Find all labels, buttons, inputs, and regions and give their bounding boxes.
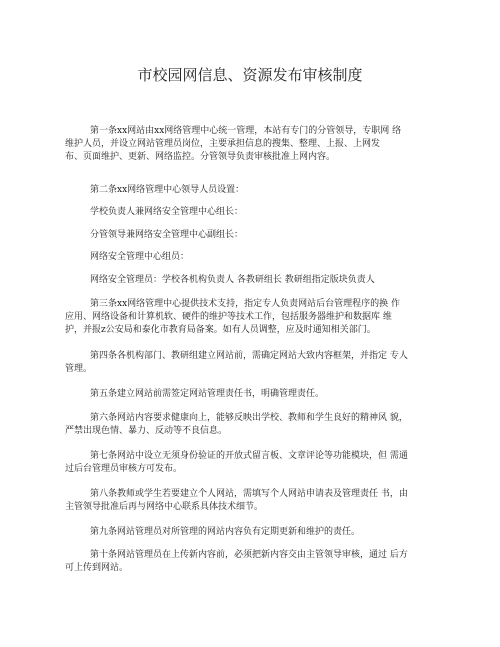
paragraph-security-admins (90, 274, 420, 287)
paragraph-members (90, 251, 420, 264)
document-title: 市校园网信息、资源发布审核制度 (137, 66, 363, 84)
article-10 (65, 549, 420, 575)
article-9 (90, 526, 420, 539)
article-7-line-1: 第七条网站中设立无须身份验证的开放式留言板、文章评论等功能模块，但 需通 (90, 451, 408, 461)
article-7 (65, 450, 420, 476)
article-1-line-2: 维护人员，并设立网站管理员岗位，主要承担信息的搜集、整理、上报、上网发 (65, 139, 381, 149)
paragraph-members-line: 网络安全管理中心组员： (90, 252, 190, 262)
paragraph-deputy-leader (90, 229, 420, 242)
article-8-line-1: 第八条教师或学生若要建立个人网站，需填写个人网站申请表及管理责任 书，由 (90, 489, 408, 499)
paragraph-security-admins-line: 网络安全管理员：学校各机构负责人 各教研组长 教研组指定版块负责人 (90, 275, 375, 285)
article-10-line-2: 可上传到网站。 (65, 563, 129, 573)
article-2 (90, 184, 420, 197)
article-10-line-1: 第十条网站管理员在上传新内容前，必须把新内容交由主管领导审核，通过 后方 (90, 550, 408, 560)
article-2-line-1: 第二条xx网络管理中心领导人员设置： (90, 185, 245, 195)
article-4-line-2: 管理。 (65, 364, 93, 374)
paragraph-school-leader (90, 206, 420, 219)
article-1 (65, 125, 420, 164)
article-8 (65, 488, 420, 514)
article-4-line-1: 第四条各机构部门、教研组建立网站前，需确定网站大致内容框架，并指定 专人 (90, 351, 408, 361)
article-6-line-1: 第六条网站内容要求健康向上，能够反映出学校、教师和学生良好的精神风 貌， (90, 413, 408, 423)
article-3-line-2: 应用、网络设备和计算机软、硬件的维护等技术工作，包括服务器维护和数据库 维 (65, 312, 392, 322)
article-7-line-2: 过后台管理员审核方可发布。 (65, 464, 183, 474)
article-3 (65, 298, 420, 337)
article-5 (90, 388, 420, 401)
paragraph-school-leader-line: 学校负责人兼网络安全管理中心组长： (90, 207, 244, 217)
article-6-line-2: 严禁出现色情、暴力、反动等不良信息。 (65, 426, 228, 436)
article-3-line-1: 第三条xx网络管理中心提供技术支持，指定专人负责网站后台管理程序的换 作 (90, 299, 401, 309)
article-9-line-1: 第九条网站管理员对所管理的网站内容负有定期更新和维护的责任。 (90, 527, 361, 537)
article-5-line-1: 第五条建立网站前需签定网站管理责任书，明确管理责任。 (90, 389, 325, 399)
article-1-line-1: 第一条xx网站由xx网络管理中心统一管理，本站有专门的分管领导，专职网 络 (90, 126, 402, 136)
article-4 (65, 350, 420, 376)
article-6 (65, 412, 420, 438)
article-8-line-2: 主管领导批准后再与网络中心联系具体技术细节。 (65, 502, 264, 512)
article-1-line-3: 布、页面维护、更新、网络监控。分管领导负责审核批准上网内容。 (65, 152, 336, 162)
article-3-line-3: 护，并报z公安局和泰化市教育局备案。如有人员调整，应及时通知相关部门。 (65, 325, 376, 335)
paragraph-deputy-leader-line: 分管领导兼网络安全管理中心副组长： (90, 230, 244, 240)
